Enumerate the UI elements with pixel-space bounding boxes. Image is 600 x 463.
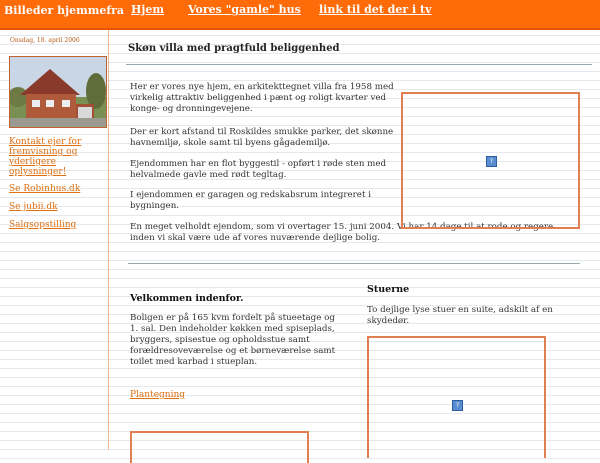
- nav-link-tv[interactable]: link til det der i tv: [319, 3, 432, 16]
- house-photo: [9, 56, 107, 128]
- broken-image-icon: ?: [486, 156, 497, 167]
- top-navigation-bar: [0, 0, 600, 30]
- style-paragraph: Ejendommen har en flot byggestil - opført i røde sten med helvalmede gavle med rødt tegltag.: [130, 159, 387, 180]
- location-paragraph: Der er kort afstand til Roskildes smukke parker, det skønne havnemiljø, skole samt til byens gågademiljø.: [130, 127, 394, 148]
- welcome-heading: Velkommen indenfor.: [130, 293, 244, 304]
- welcome-paragraph: Boligen er på 165 kvm fordelt på stueetage og 1. sal. Den indeholder køkken med spiseplads, bryggers, spisestue og opholdsstue samt forældresoveværelse og et børneværelse samt toilet med karbad i stueplan.: [130, 313, 336, 367]
- salgsopstilling-link[interactable]: Salgsopstilling: [9, 220, 77, 230]
- nav-link-hjem[interactable]: Hjem: [131, 3, 165, 16]
- stuerne-image-placeholder: [367, 336, 546, 458]
- welcome-image-placeholder: [130, 431, 309, 463]
- plantegning-link[interactable]: Plantegning: [130, 390, 186, 400]
- takeover-paragraph: En meget velholdt ejendom, som vi overtager 15. juni 2004. Vi har 14 dage til at rode og regere inden vi skal være ude af vores nuværende dejlige bolig.: [130, 222, 554, 243]
- date-label: Onsdag, 18. april 2006: [10, 37, 80, 44]
- robinhus-link[interactable]: Se Robinhus.dk: [9, 184, 81, 194]
- page-title: Skøn villa med pragtfuld beliggenhed: [128, 43, 340, 54]
- stuerne-heading: Stuerne: [367, 284, 410, 295]
- contact-owner-link[interactable]: Kontakt ejer for fremvisning og yderligere oplysninger!: [9, 137, 82, 177]
- nav-link-gamle-hus[interactable]: Vores "gamle" hus: [188, 3, 301, 16]
- site-title: Billeder hjemmefra: [4, 4, 125, 17]
- garage-paragraph: I ejendommen er garagen og redskabsrum integreret i bygningen.: [130, 190, 371, 211]
- jubii-link[interactable]: Se jubii.dk: [9, 202, 58, 212]
- stuerne-paragraph: To dejlige lyse stuer en suite, adskilt af en skydedør.: [367, 305, 553, 326]
- sidebar: [4, 30, 109, 450]
- section-divider: [128, 263, 580, 264]
- intro-paragraph: Her er vores nye hjem, en arkitekttegnet villa fra 1958 med virkelig attraktiv beliggenhed i pænt og roligt kvarter ved konge- og dronningevejene.: [130, 82, 394, 114]
- broken-image-icon: ?: [452, 400, 463, 411]
- villa-image-placeholder: [401, 92, 580, 229]
- title-divider: [126, 64, 592, 65]
